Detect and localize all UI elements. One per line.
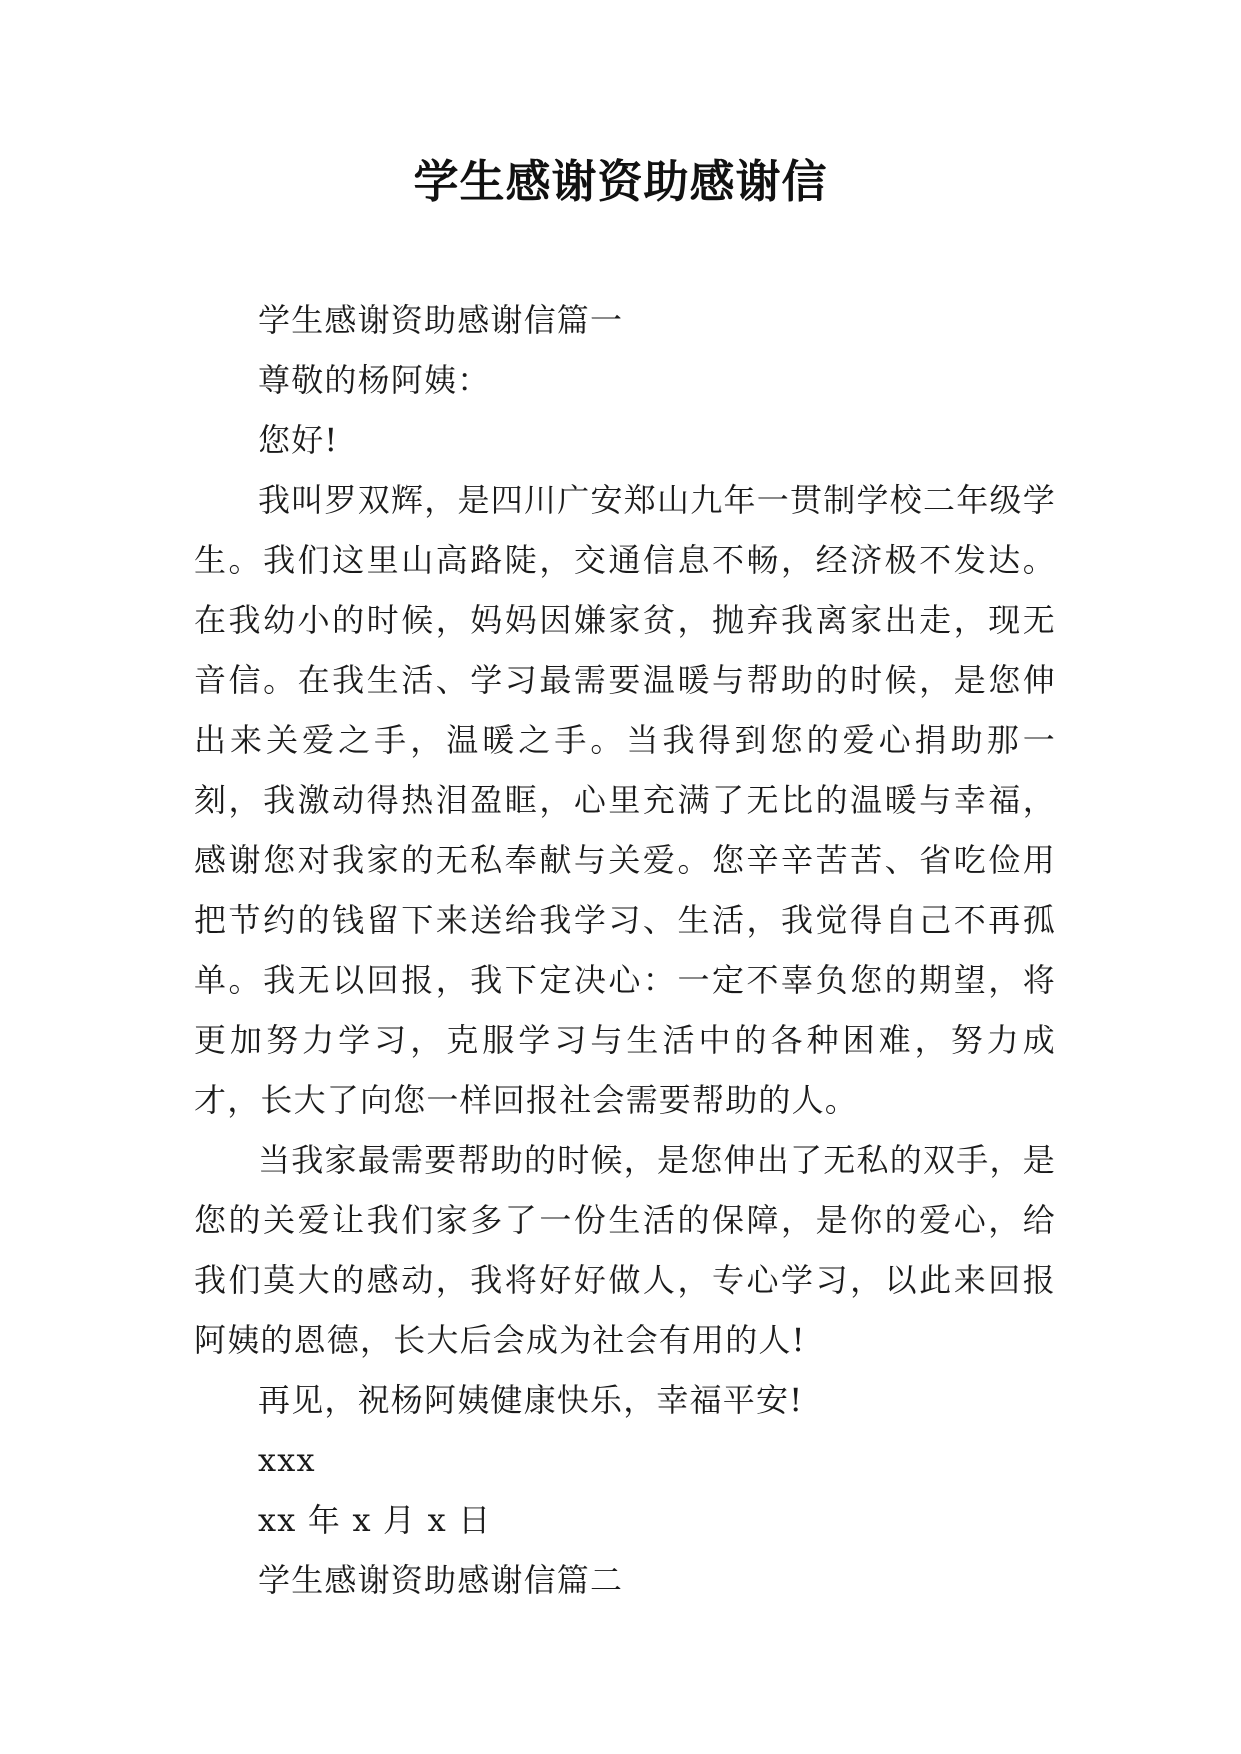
document-body [194, 290, 1056, 1610]
section-heading: 学生感谢资助感谢信篇二 [258, 1561, 624, 1599]
closing: 再见，祝杨阿姨健康快乐，幸福平安! [258, 1381, 804, 1419]
signature: xxx [258, 1441, 316, 1479]
date: xx 年 x 月 x 日 [258, 1501, 492, 1539]
body-paragraph: 我叫罗双辉，是四川广安郑山九年一贯制学校二年级学生。我们这里山高路陡，交通信息不畅，经济极不发达。在我幼小的时候，妈妈因嫌家贫，抛弃我离家出走，现无音信。在我生活、学习最需要温暖与帮助的时候，是您伸出来关爱之手，温暖之手。当我得到您的爱心捐助那一刻，我激动得热泪盈眶，心里充满了无比的温暖与幸福，感谢您对我家的无私奉献与关爱。您辛辛苦苦、省吃俭用把节约的钱留下来送给我学习、生活，我觉得自己不再孤单。我无以回报，我下定决心：一定不辜负您的期望，将更加努力学习，克服学习与生活中的各种困难，努力成才，长大了向您一样回报社会需要帮助的人。 [194, 481, 1056, 1119]
salutation: 尊敬的杨阿姨： [258, 361, 491, 399]
body-paragraph: 当我家最需要帮助的时候，是您伸出了无私的双手，是您的关爱让我们家多了一份生活的保障，是你的爱心，给我们莫大的感动，我将好好做人，专心学习，以此来回报阿姨的恩德，长大后会成为社会有用的人! [194, 1141, 1056, 1359]
document-title: 学生感谢资助感谢信 [413, 155, 828, 208]
greeting: 您好! [258, 421, 339, 459]
section-heading: 学生感谢资助感谢信篇一 [258, 301, 624, 339]
